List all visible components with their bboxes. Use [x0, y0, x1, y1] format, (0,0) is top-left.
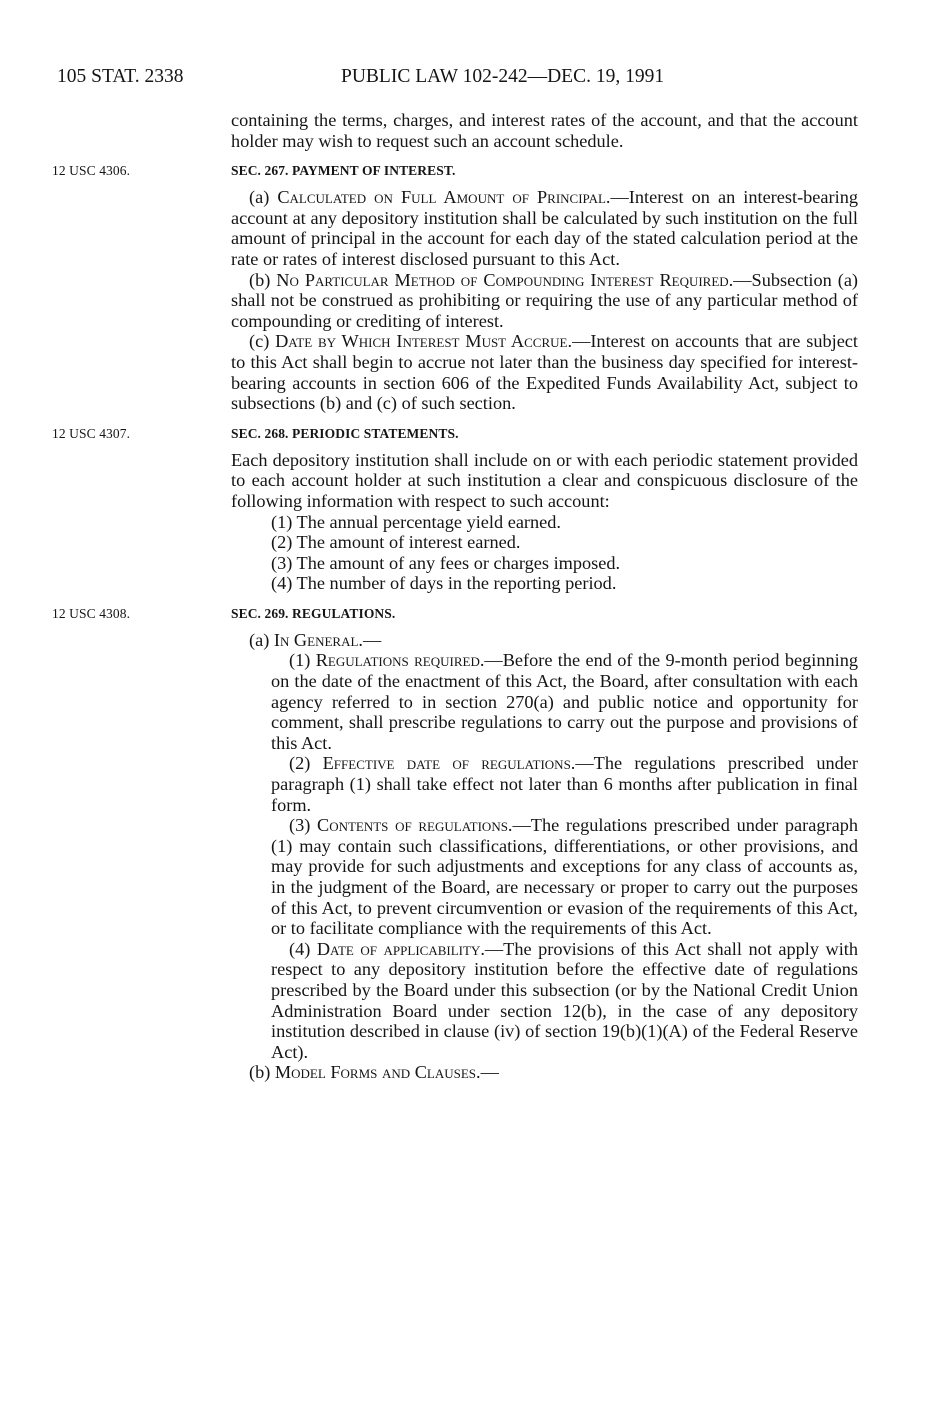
sec267-b-heading: No Particular Method of Compounding Interest Required. — [276, 269, 734, 290]
sec269-b-dash: — — [480, 1062, 499, 1083]
margin-citation-4306: 12 USC 4306. — [52, 163, 131, 179]
sec269-paragraph-3 — [231, 815, 858, 939]
document-body — [52, 110, 859, 1083]
sec267-subsection-a — [231, 187, 858, 269]
sec269-p4-text: —The provisions of this Act shall not apply with respect to any depository institution before the effective date of regulations prescribed by the Board under this subsection (or by the National Credit Union Administration Board under section 12(b), in the case of any depository institution described in clause (iv) of section 19(b)(1)(A) of the Federal Reserve Act). — [271, 938, 858, 1062]
sec269-p3-heading: Contents of regulations. — [317, 815, 513, 836]
sec269-subsection-a — [231, 630, 858, 651]
sec269-p2-label: (2) — [289, 753, 323, 774]
sec267-c-label: (c) — [249, 331, 276, 352]
sec267-subsection-c — [231, 331, 858, 413]
sec269-a-heading: In General. — [273, 629, 363, 650]
sec267-a-text: —Interest on an interest-bearing account at any depository institution shall be calculated by such institution on the full amount of principal in the account for each day of the stated calculation period at the rate or rates of interest disclosed pursuant to this Act. — [231, 187, 858, 269]
sec268-item: (1) The annual percentage yield earned. — [271, 511, 561, 532]
section-268-title: SEC. 268. PERIODIC STATEMENTS. — [231, 425, 459, 441]
margin-citation-4308: 12 USC 4308. — [52, 605, 131, 621]
sec267-b-text: —Subsection (a) shall not be construed as prohibiting or requiring the use of any particular method of compounding or crediting of interest. — [231, 269, 859, 331]
sec269-p1-label: (1) — [289, 650, 316, 671]
page-header — [0, 64, 946, 90]
sec267-a-label: (a) — [249, 187, 278, 208]
law-title: PUBLIC LAW 102-242—DEC. 19, 1991 — [341, 66, 665, 87]
sec269-a-dash: — — [362, 629, 382, 650]
sec267-subsection-b — [231, 270, 858, 332]
sec269-p2-text: —The regulations prescribed under paragraph (1) shall take effect not later than 6 months after publication in final form. — [271, 753, 858, 815]
sec267-c-text: —Interest on accounts that are subject to this Act shall begin to accrue not later than the business day specified for interest-bearing accounts in section 606 of the Expedited Funds Availability Act, subject to subsections (b) and (c) of such section. — [231, 331, 858, 414]
sec269-p3-label: (3) — [289, 815, 317, 836]
sec269-p4-label: (4) — [289, 938, 317, 959]
section-269-heading — [52, 605, 858, 623]
sec269-a-label: (a) — [249, 629, 274, 650]
section-269-title: SEC. 269. REGULATIONS. — [231, 605, 396, 621]
sec269-p1-text: —Before the end of the 9-month period beginning on the date of the enactment of this Act, the Board, after consultation with each agency referred to in section 270(a) and public notice and opportunity for comment, shall prescribe regulations to carry out the purpose and provisions of this Act. — [271, 650, 859, 753]
intro-paragraph: containing the terms, charges, and interest rates of the account, and that the account holder may wish to request such an account schedule. — [231, 110, 858, 151]
sec269-p1-heading: Regulations required. — [315, 650, 485, 671]
sec269-paragraph-2 — [231, 753, 858, 815]
sec269-paragraph-1 — [231, 650, 858, 753]
sec267-c-heading: Date by Which Interest Must Accrue. — [275, 331, 573, 352]
sec269-paragraph-4 — [231, 939, 858, 1063]
section-267-heading — [52, 162, 858, 180]
section-267-title: SEC. 267. PAYMENT OF INTEREST. — [231, 163, 456, 179]
page-number: 105 STAT. 2338 — [57, 66, 184, 87]
sec268-item: (4) The number of days in the reporting period. — [271, 573, 617, 594]
sec269-b-heading: Model Forms and Clauses. — [274, 1062, 481, 1083]
sec268-item: (2) The amount of interest earned. — [271, 532, 521, 553]
margin-citation-4307: 12 USC 4307. — [52, 425, 131, 441]
sec269-p2-heading: Effective date of regulations. — [322, 753, 576, 774]
sec269-p4-heading: Date of applicability. — [316, 938, 485, 959]
sec267-b-label: (b) — [249, 269, 277, 290]
sec268-paragraph: Each depository institution shall include on or with each periodic statement provided to each account holder at such institution a clear and conspicuous disclosure of the following information with respect to such account: — [231, 449, 858, 511]
section-268-heading — [52, 425, 858, 443]
sec269-b-label: (b) — [249, 1062, 275, 1083]
sec267-a-heading: Calculated on Full Amount of Principal. — [277, 187, 611, 208]
sec269-subsection-b — [231, 1062, 858, 1083]
sec268-item: (3) The amount of any fees or charges imposed. — [271, 552, 621, 573]
sec269-p3-text: —The regulations prescribed under paragraph (1) may contain such classifications, differentiations, or other provisions, and may provide for such adjustments and exceptions for any class of accounts as, in the judgment of the Board, are necessary or proper to carry out the purposes of this Act, to prevent circumvention or evasion of the requirements of this Act, or to facilitate compliance with the requirements of this Act. — [271, 815, 858, 939]
